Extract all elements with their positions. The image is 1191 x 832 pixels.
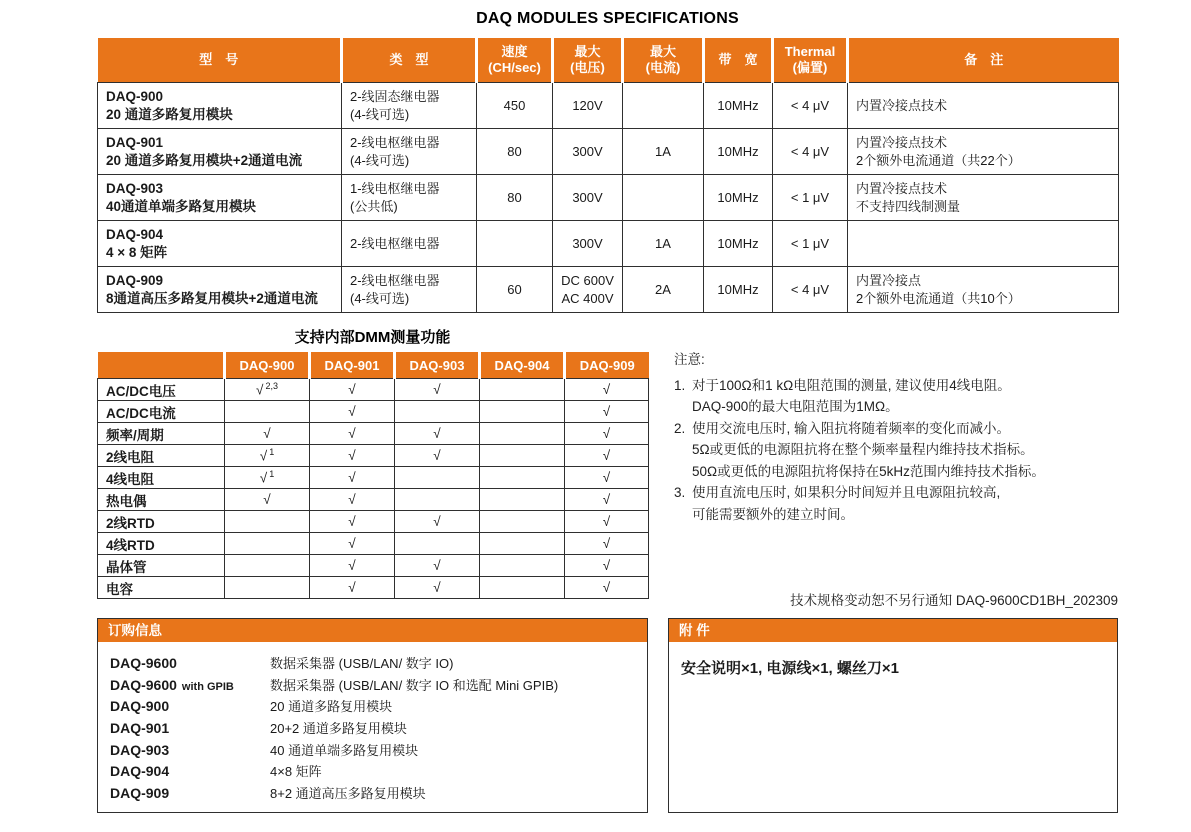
spec-voltage-line: AC 400V	[561, 290, 614, 306]
dmm-row	[98, 555, 649, 577]
ordering-description: 40 通道单端多路复用模块	[270, 742, 419, 758]
ordering-model: DAQ-9600	[110, 655, 177, 671]
dmm-check-cell	[395, 555, 480, 577]
ordering-model-cell	[110, 763, 270, 779]
ordering-description: 20 通道多路复用模块	[270, 699, 393, 715]
ordering-model: DAQ-903	[110, 741, 170, 758]
check-mark: √	[348, 470, 356, 485]
dmm-row-label: 2线RTD	[98, 511, 225, 533]
note-line: 5Ω或更低的电源阻抗将在整个频率量程内维持技术指标。	[692, 442, 1034, 457]
spec-speed-cell: 80	[477, 129, 553, 175]
check-mark: √	[433, 448, 441, 463]
ordering-row	[110, 675, 635, 697]
ordering-model: DAQ-909	[110, 785, 170, 802]
check-mark: √	[602, 536, 611, 551]
dmm-column-header: DAQ-900	[225, 352, 310, 379]
dmm-check-cell	[395, 401, 480, 423]
dmm-table-body	[98, 379, 649, 599]
spec-model-line: DAQ-903	[106, 181, 164, 196]
spec-model-line: 8通道高压多路复用模块+2通道电流	[106, 290, 318, 306]
dmm-check-cell	[310, 379, 395, 401]
spec-header-row	[98, 38, 1119, 83]
spec-header-line: 型 号	[199, 52, 239, 67]
spec-remark-cell	[848, 267, 1119, 313]
ordering-model-cell	[110, 720, 270, 736]
spec-thermal-cell: < 4 μV	[773, 129, 848, 175]
dmm-section-title: 支持内部DMM测量功能	[294, 329, 451, 346]
check-mark: √	[348, 558, 356, 573]
dmm-row-label: 电容	[98, 577, 225, 599]
spec-type-cell	[342, 175, 477, 221]
dmm-check-cell	[310, 533, 395, 555]
check-mark: √	[348, 492, 356, 507]
spec-speed-cell	[477, 221, 553, 267]
check-mark: √	[433, 514, 441, 529]
check-mark-footnote: 1	[269, 447, 275, 458]
dmm-check-cell	[565, 401, 649, 423]
check-mark: √	[602, 580, 611, 595]
dmm-row-label: 热电偶	[98, 489, 225, 511]
spec-bandwidth-cell: 10MHz	[704, 129, 773, 175]
dmm-check-cell	[310, 555, 395, 577]
spec-row	[98, 267, 1119, 313]
spec-speed-cell: 80	[477, 175, 553, 221]
ordering-model: DAQ-901	[110, 720, 170, 737]
spec-column-header	[773, 38, 848, 83]
check-mark: √	[433, 426, 441, 441]
dmm-check-cell	[565, 555, 649, 577]
check-mark: √	[348, 536, 356, 551]
check-mark: √	[256, 382, 264, 398]
check-mark: √	[602, 426, 611, 441]
dmm-check-cell	[395, 423, 480, 445]
spec-model-line: DAQ-900	[106, 89, 164, 104]
check-mark: √	[602, 492, 611, 507]
spec-type-line: 2-线电枢继电器	[350, 235, 440, 251]
spec-remark-line: 内置冷接点技术	[856, 135, 948, 150]
ordering-model-cell	[110, 698, 270, 714]
spec-type-line: (4-线可选)	[350, 290, 410, 306]
check-mark: √	[602, 558, 611, 573]
dmm-row	[98, 467, 649, 489]
spec-header-line: 最大	[649, 44, 676, 59]
spec-remark-line: 内置冷接点技术	[856, 181, 948, 196]
spec-current-cell	[623, 83, 704, 129]
spec-voltage-line: 120V	[572, 97, 603, 113]
spec-header-line: (CH/sec)	[488, 60, 541, 75]
dmm-row-label: 晶体管	[98, 555, 225, 577]
dmm-row	[98, 533, 649, 555]
dmm-check-cell	[565, 467, 649, 489]
spec-header-line: 最大	[574, 44, 601, 59]
dmm-column-header: DAQ-901	[310, 352, 395, 379]
spec-column-header	[342, 38, 477, 83]
dmm-check-cell	[225, 555, 310, 577]
dmm-check-cell	[395, 467, 480, 489]
note-line: 使用交流电压时, 输入阻抗将随着频率的变化而减小。	[692, 420, 1011, 436]
spec-type-line: 2-线固态继电器	[350, 89, 440, 104]
dmm-header-empty-cell	[98, 352, 225, 379]
check-mark: √	[433, 558, 441, 573]
ordering-row	[110, 761, 635, 783]
accessories-content: 安全说明×1, 电源线×1, 螺丝刀×1	[681, 660, 899, 677]
accessories-box	[668, 618, 1118, 813]
spec-model-line: DAQ-904	[106, 227, 164, 242]
spec-remark-cell	[848, 221, 1119, 267]
note-line: 对于100Ω和1 kΩ电阻范围的测量, 建议使用4线电阻。	[692, 377, 1011, 393]
ordering-model-cell	[110, 742, 270, 758]
ordering-description: 数据采集器 (USB/LAN/ 数字 IO 和选配 Mini GPIB)	[270, 677, 559, 693]
check-mark: √	[348, 426, 356, 441]
spec-type-line: 2-线电枢继电器	[350, 135, 440, 150]
dmm-header-row	[98, 352, 649, 379]
dmm-check-cell	[480, 423, 565, 445]
check-mark: √	[348, 514, 356, 529]
check-mark: √	[433, 382, 441, 397]
dmm-table-header	[98, 352, 649, 379]
ordering-row	[110, 696, 635, 718]
dmm-check-cell	[480, 555, 565, 577]
spec-column-header	[553, 38, 623, 83]
spec-bandwidth-cell: 10MHz	[704, 221, 773, 267]
spec-model-line: 4 × 8 矩阵	[106, 244, 168, 260]
dmm-check-cell	[565, 445, 649, 467]
spec-type-line: (公共低)	[350, 198, 398, 214]
dmm-check-cell	[565, 489, 649, 511]
spec-current-cell: 2A	[623, 267, 704, 313]
spec-model-line: DAQ-901	[106, 135, 164, 150]
dmm-row-label: AC/DC电压	[98, 379, 225, 401]
spec-row	[98, 83, 1119, 129]
spec-row	[98, 129, 1119, 175]
spec-voltage-cell	[553, 175, 623, 221]
dmm-check-cell	[225, 489, 310, 511]
ordering-description: 4×8 矩阵	[270, 764, 322, 780]
dmm-check-cell	[480, 401, 565, 423]
dmm-check-cell	[310, 489, 395, 511]
dmm-check-cell	[310, 445, 395, 467]
spec-type-cell	[342, 83, 477, 129]
dmm-row	[98, 379, 649, 401]
note-number: 2.	[674, 420, 686, 436]
dmm-row	[98, 445, 649, 467]
spec-voltage-line: DC 600V	[561, 273, 614, 288]
page-title: DAQ MODULES SPECIFICATIONS	[476, 10, 739, 27]
dmm-check-cell	[565, 379, 649, 401]
ordering-description: 数据采集器 (USB/LAN/ 数字 IO)	[270, 656, 454, 671]
dmm-check-cell	[565, 423, 649, 445]
spec-bandwidth-cell: 10MHz	[704, 175, 773, 221]
spec-thermal-cell: < 4 μV	[773, 267, 848, 313]
dmm-check-cell	[225, 379, 310, 401]
check-mark: √	[348, 382, 356, 397]
spec-current-cell	[623, 175, 704, 221]
dmm-check-cell	[480, 511, 565, 533]
check-mark: √	[348, 448, 356, 463]
ordering-model-cell	[110, 785, 270, 801]
spec-header-line: 速度	[501, 44, 528, 59]
spec-type-cell	[342, 129, 477, 175]
ordering-description: 8+2 通道高压多路复用模块	[270, 786, 426, 802]
spec-voltage-line: 300V	[572, 189, 603, 205]
spec-column-header	[623, 38, 704, 83]
accessories-box-title: 附 件	[669, 619, 1117, 642]
spec-voltage-line: 300V	[572, 235, 603, 251]
ordering-row	[110, 718, 635, 740]
check-mark: √	[602, 448, 611, 463]
dmm-column-header: DAQ-909	[565, 352, 649, 379]
note-number: 3.	[674, 485, 686, 500]
ordering-box-title: 订购信息	[98, 619, 647, 642]
note-text	[692, 375, 1126, 418]
dmm-row	[98, 511, 649, 533]
dmm-table	[97, 352, 649, 599]
spec-model-cell	[98, 129, 342, 175]
dmm-check-cell	[395, 445, 480, 467]
spec-remark-line: 2个额外电流通道（共10个）	[856, 290, 1021, 306]
note-text	[692, 418, 1126, 483]
dmm-check-cell	[480, 467, 565, 489]
spec-type-line: (4-线可选)	[350, 106, 410, 122]
note-item	[674, 375, 1126, 418]
spec-model-cell	[98, 267, 342, 313]
spec-speed-cell: 450	[477, 83, 553, 129]
dmm-check-cell	[225, 401, 310, 423]
dmm-row-label: 4线电阻	[98, 467, 225, 489]
dmm-check-cell	[310, 423, 395, 445]
dmm-check-cell	[225, 445, 310, 467]
spec-table-body	[98, 83, 1119, 313]
note-item	[674, 482, 1126, 525]
spec-thermal-cell: < 1 μV	[773, 175, 848, 221]
spec-header-line: 类 型	[389, 52, 429, 67]
dmm-row	[98, 423, 649, 445]
ordering-model-cell	[110, 677, 270, 693]
dmm-row	[98, 401, 649, 423]
note-line: 可能需要额外的建立时间。	[692, 506, 854, 522]
spec-header-line: Thermal	[784, 44, 836, 59]
note-line: DAQ-900的最大电阻范围为1MΩ。	[692, 399, 899, 414]
check-mark: √	[263, 426, 271, 441]
spec-column-header	[477, 38, 553, 83]
ordering-list	[98, 642, 647, 816]
spec-current-cell: 1A	[623, 129, 704, 175]
spec-voltage-cell	[553, 83, 623, 129]
check-mark: √	[259, 470, 268, 486]
spec-type-cell	[342, 221, 477, 267]
spec-voltage-cell	[553, 267, 623, 313]
dmm-check-cell	[480, 445, 565, 467]
spec-header-line: 备 注	[964, 52, 1004, 67]
dmm-check-cell	[225, 533, 310, 555]
check-mark: √	[259, 448, 268, 464]
spec-voltage-cell	[553, 129, 623, 175]
check-mark: √	[602, 470, 611, 485]
spec-column-header	[98, 38, 342, 83]
spec-model-line: 40通道单端多路复用模块	[106, 198, 257, 214]
dmm-check-cell	[480, 379, 565, 401]
ordering-model-suffix: with GPIB	[181, 680, 234, 693]
dmm-check-cell	[225, 423, 310, 445]
dmm-check-cell	[395, 511, 480, 533]
spec-remark-line: 2个额外电流通道（共22个）	[856, 152, 1021, 168]
ordering-model-cell	[110, 655, 270, 671]
spec-model-line: DAQ-909	[106, 273, 164, 288]
dmm-check-cell	[565, 533, 649, 555]
dmm-check-cell	[395, 533, 480, 555]
dmm-check-cell	[225, 467, 310, 489]
spec-header-line: 带 宽	[718, 52, 758, 67]
ordering-description: 20+2 通道多路复用模块	[270, 721, 407, 737]
spec-remark-cell	[848, 129, 1119, 175]
spec-current-cell: 1A	[623, 221, 704, 267]
spec-bandwidth-cell: 10MHz	[704, 267, 773, 313]
check-mark: √	[602, 514, 611, 529]
spec-model-line: 20 通道多路复用模块	[106, 106, 233, 122]
spec-model-cell	[98, 221, 342, 267]
spec-type-cell	[342, 267, 477, 313]
spec-remark-cell	[848, 175, 1119, 221]
spec-column-header	[848, 38, 1119, 83]
spec-column-header	[704, 38, 773, 83]
spec-speed-cell: 60	[477, 267, 553, 313]
check-mark-footnote: 1	[269, 469, 275, 480]
check-mark: √	[263, 492, 271, 507]
spec-model-line: 20 通道多路复用模块+2通道电流	[106, 152, 303, 168]
dmm-column-header: DAQ-904	[480, 352, 565, 379]
check-mark: √	[348, 580, 356, 595]
spec-thermal-cell: < 4 μV	[773, 83, 848, 129]
spec-voltage-line: 300V	[572, 143, 603, 159]
spec-type-line: 2-线电枢继电器	[350, 273, 440, 288]
dmm-row-label: 频率/周期	[98, 423, 225, 445]
spec-header-line: (电流)	[645, 60, 681, 75]
note-text	[692, 482, 1126, 525]
check-mark: √	[602, 404, 611, 419]
check-mark: √	[433, 580, 441, 595]
notes-section	[674, 349, 1126, 525]
ordering-row	[110, 783, 635, 805]
check-mark: √	[348, 404, 356, 419]
spec-model-cell	[98, 175, 342, 221]
spec-table-header	[98, 38, 1119, 83]
note-item	[674, 418, 1126, 483]
dmm-check-cell	[310, 511, 395, 533]
spec-remark-line: 内置冷接点技术	[856, 97, 948, 113]
dmm-check-cell	[225, 511, 310, 533]
dmm-check-cell	[395, 489, 480, 511]
dmm-column-header: DAQ-903	[395, 352, 480, 379]
spec-row	[98, 221, 1119, 267]
dmm-row	[98, 489, 649, 511]
ordering-model: DAQ-9600	[110, 676, 177, 693]
spec-model-cell	[98, 83, 342, 129]
spec-type-line: (4-线可选)	[350, 152, 410, 168]
note-line: 50Ω或更低的电源阻抗将保持在5kHz范围内维持技术指标。	[692, 463, 1045, 479]
check-mark-footnote: 2,3	[265, 381, 278, 392]
note-line: 使用直流电压时, 如果积分时间短并且电源阻抗较高,	[692, 485, 1001, 500]
ordering-row	[110, 740, 635, 762]
ordering-model: DAQ-900	[110, 698, 170, 715]
dmm-check-cell	[310, 401, 395, 423]
note-number: 1.	[674, 377, 686, 393]
spec-table	[97, 38, 1119, 313]
dmm-check-cell	[310, 467, 395, 489]
dmm-row-label: 4线RTD	[98, 533, 225, 555]
spec-row	[98, 175, 1119, 221]
ordering-model: DAQ-904	[110, 763, 170, 780]
dmm-check-cell	[395, 379, 480, 401]
spec-type-line: 1-线电枢继电器	[350, 181, 440, 196]
notes-title: 注意:	[674, 352, 705, 367]
dmm-check-cell	[480, 533, 565, 555]
ordering-row	[110, 653, 635, 675]
dmm-row-label: AC/DC电流	[98, 401, 225, 423]
check-mark: √	[602, 382, 611, 397]
spec-remark-line: 内置冷接点	[856, 273, 922, 288]
spec-remark-line: 不支持四线制测量	[856, 198, 961, 214]
spec-header-line: (电压)	[570, 60, 605, 75]
dmm-check-cell	[565, 511, 649, 533]
ordering-box	[97, 618, 648, 813]
spec-bandwidth-cell: 10MHz	[704, 83, 773, 129]
spec-remark-cell	[848, 83, 1119, 129]
spec-header-line: (偏置)	[792, 60, 828, 75]
dmm-check-cell	[480, 489, 565, 511]
dmm-row-label: 2线电阻	[98, 445, 225, 467]
footer-note: 技术规格变动恕不另行通知 DAQ-9600CD1BH_202309	[790, 593, 1118, 608]
spec-voltage-cell	[553, 221, 623, 267]
spec-thermal-cell: < 1 μV	[773, 221, 848, 267]
